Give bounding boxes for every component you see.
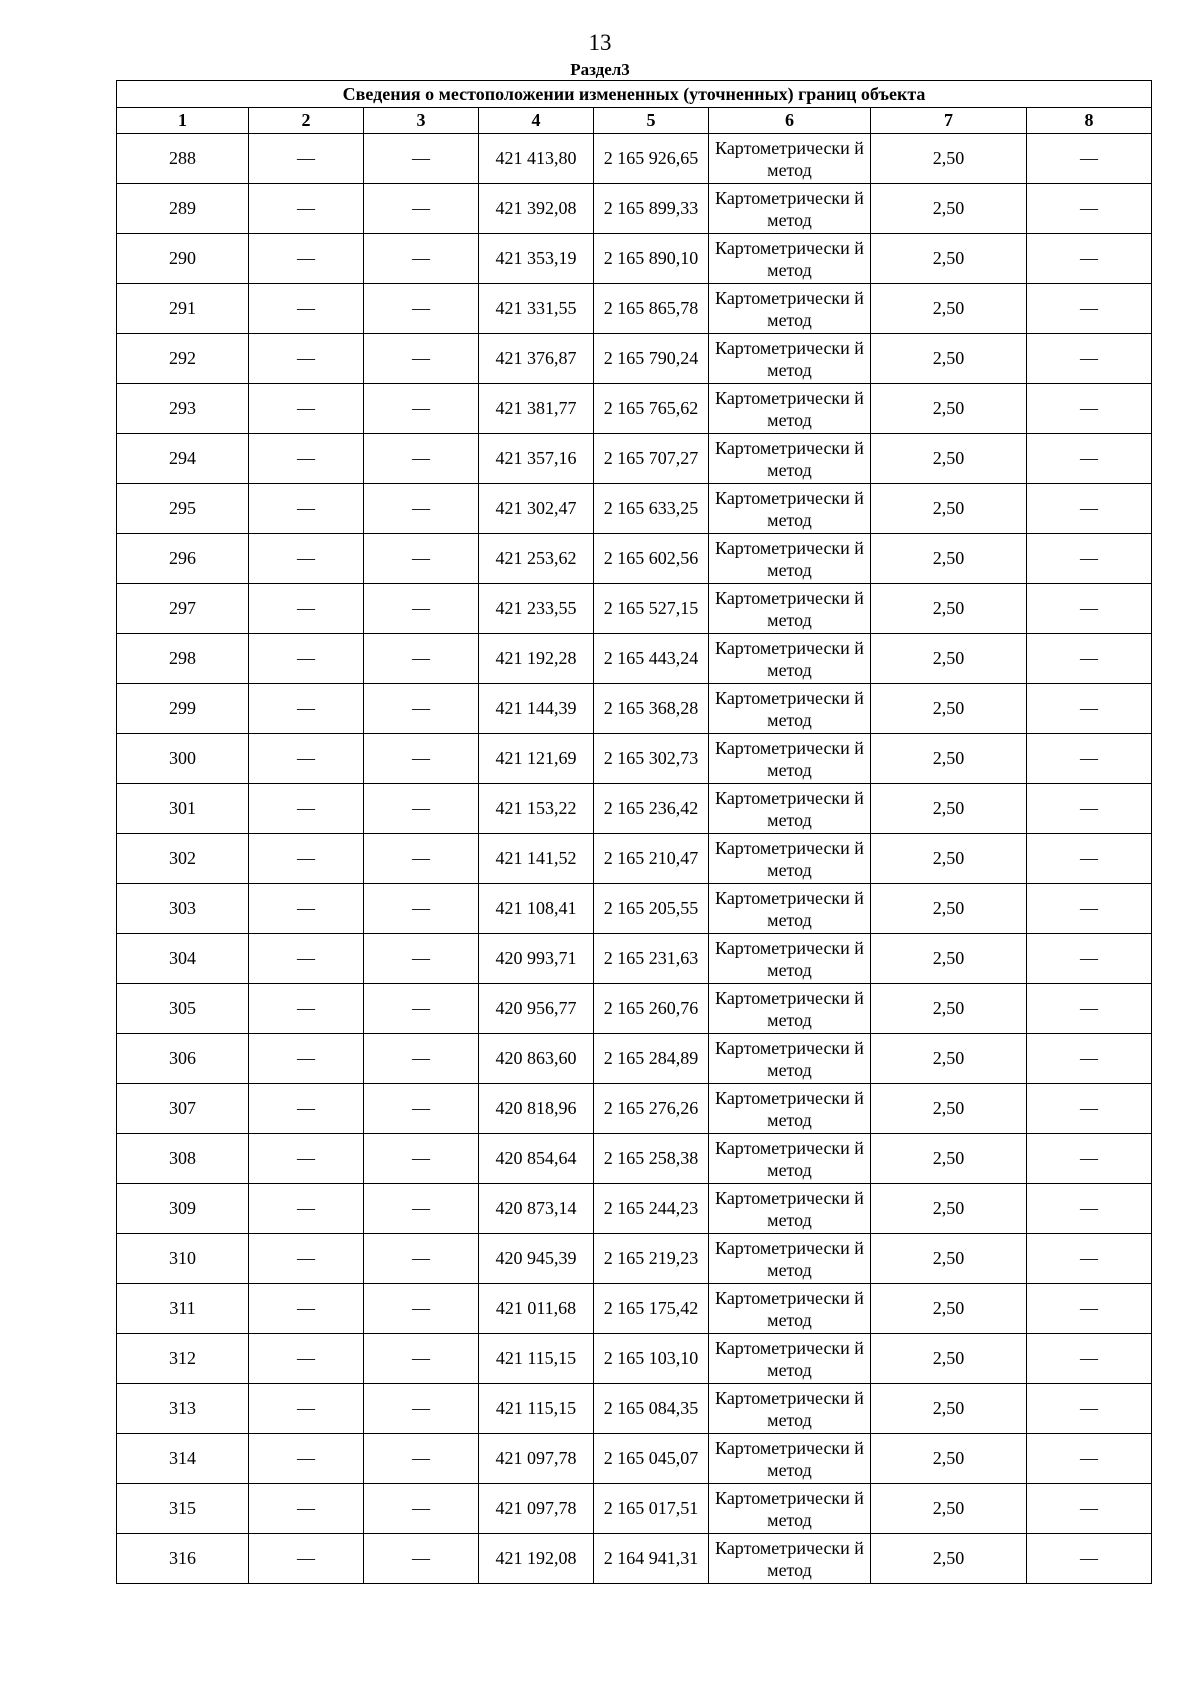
point-number-cell: 289: [117, 184, 249, 234]
method-cell: Картометрически й метод: [709, 1234, 871, 1284]
accuracy-cell: 2,50: [871, 284, 1027, 334]
table-row: [117, 634, 1152, 684]
y-coordinate-cell: 2 165 210,47: [594, 834, 709, 884]
accuracy-cell: 2,50: [871, 834, 1027, 884]
method-cell: Картометрически й метод: [709, 434, 871, 484]
col2-cell: —: [249, 334, 364, 384]
y-coordinate-cell: 2 165 926,65: [594, 134, 709, 184]
boundary-coordinates-table: [116, 80, 1152, 1584]
point-number-cell: 293: [117, 384, 249, 434]
method-cell: Картометрически й метод: [709, 384, 871, 434]
point-number-cell: 315: [117, 1484, 249, 1534]
col2-cell: —: [249, 1484, 364, 1534]
point-number-cell: 296: [117, 534, 249, 584]
col3-cell: —: [364, 984, 479, 1034]
table-row: [117, 234, 1152, 284]
y-coordinate-cell: 2 165 284,89: [594, 1034, 709, 1084]
y-coordinate-cell: 2 165 899,33: [594, 184, 709, 234]
x-coordinate-cell: 420 956,77: [479, 984, 594, 1034]
accuracy-cell: 2,50: [871, 1234, 1027, 1284]
y-coordinate-cell: 2 165 175,42: [594, 1284, 709, 1334]
col8-cell: —: [1027, 1384, 1152, 1434]
col8-cell: —: [1027, 234, 1152, 284]
col8-cell: —: [1027, 1084, 1152, 1134]
x-coordinate-cell: 421 192,28: [479, 634, 594, 684]
method-cell: Картометрически й метод: [709, 1434, 871, 1484]
col3-cell: —: [364, 1184, 479, 1234]
point-number-cell: 290: [117, 234, 249, 284]
col3-cell: —: [364, 1234, 479, 1284]
col2-cell: —: [249, 1084, 364, 1134]
col3-cell: —: [364, 1534, 479, 1584]
table-body: [117, 134, 1152, 1584]
col8-cell: —: [1027, 834, 1152, 884]
col3-cell: —: [364, 584, 479, 634]
point-number-cell: 292: [117, 334, 249, 384]
col3-cell: —: [364, 884, 479, 934]
accuracy-cell: 2,50: [871, 1184, 1027, 1234]
col2-cell: —: [249, 684, 364, 734]
method-cell: Картометрически й метод: [709, 684, 871, 734]
col2-cell: —: [249, 884, 364, 934]
x-coordinate-cell: 421 376,87: [479, 334, 594, 384]
col3-cell: —: [364, 1084, 479, 1134]
col3-cell: —: [364, 734, 479, 784]
accuracy-cell: 2,50: [871, 134, 1027, 184]
x-coordinate-cell: 421 233,55: [479, 584, 594, 634]
x-coordinate-cell: 421 357,16: [479, 434, 594, 484]
col8-cell: —: [1027, 484, 1152, 534]
col2-cell: —: [249, 434, 364, 484]
point-number-cell: 301: [117, 784, 249, 834]
accuracy-cell: 2,50: [871, 334, 1027, 384]
col2-cell: —: [249, 734, 364, 784]
accuracy-cell: 2,50: [871, 1534, 1027, 1584]
point-number-cell: 316: [117, 1534, 249, 1584]
col8-cell: —: [1027, 1534, 1152, 1584]
y-coordinate-cell: 2 165 302,73: [594, 734, 709, 784]
table-row: [117, 984, 1152, 1034]
y-coordinate-cell: 2 164 941,31: [594, 1534, 709, 1584]
col2-cell: —: [249, 484, 364, 534]
point-number-cell: 304: [117, 934, 249, 984]
col3-cell: —: [364, 384, 479, 434]
method-cell: Картометрически й метод: [709, 784, 871, 834]
col3-cell: —: [364, 234, 479, 284]
col3-cell: —: [364, 1484, 479, 1534]
point-number-cell: 298: [117, 634, 249, 684]
x-coordinate-cell: 421 381,77: [479, 384, 594, 434]
section-label: Раздел3: [570, 60, 630, 79]
x-coordinate-cell: 421 392,08: [479, 184, 594, 234]
col8-cell: —: [1027, 1184, 1152, 1234]
point-number-cell: 312: [117, 1334, 249, 1384]
col2-cell: —: [249, 284, 364, 334]
x-coordinate-cell: 420 945,39: [479, 1234, 594, 1284]
table-row: [117, 934, 1152, 984]
x-coordinate-cell: 421 353,19: [479, 234, 594, 284]
x-coordinate-cell: 421 413,80: [479, 134, 594, 184]
x-coordinate-cell: 421 253,62: [479, 534, 594, 584]
y-coordinate-cell: 2 165 790,24: [594, 334, 709, 384]
y-coordinate-cell: 2 165 890,10: [594, 234, 709, 284]
table-row: [117, 1384, 1152, 1434]
point-number-cell: 291: [117, 284, 249, 334]
col8-cell: —: [1027, 1334, 1152, 1384]
y-coordinate-cell: 2 165 219,23: [594, 1234, 709, 1284]
method-cell: Картометрически й метод: [709, 984, 871, 1034]
y-coordinate-cell: 2 165 765,62: [594, 384, 709, 434]
col3-cell: —: [364, 434, 479, 484]
method-cell: Картометрически й метод: [709, 734, 871, 784]
col2-cell: —: [249, 1534, 364, 1584]
col8-cell: —: [1027, 1134, 1152, 1184]
y-coordinate-cell: 2 165 707,27: [594, 434, 709, 484]
col3-cell: —: [364, 1384, 479, 1434]
accuracy-cell: 2,50: [871, 1084, 1027, 1134]
method-cell: Картометрически й метод: [709, 1484, 871, 1534]
method-cell: Картометрически й метод: [709, 934, 871, 984]
table-row: [117, 284, 1152, 334]
table-row: [117, 584, 1152, 634]
col3-cell: —: [364, 834, 479, 884]
col8-cell: —: [1027, 734, 1152, 784]
y-coordinate-cell: 2 165 103,10: [594, 1334, 709, 1384]
method-cell: Картометрически й метод: [709, 484, 871, 534]
x-coordinate-cell: 421 144,39: [479, 684, 594, 734]
point-number-cell: 306: [117, 1034, 249, 1084]
accuracy-cell: 2,50: [871, 1384, 1027, 1434]
col8-cell: —: [1027, 684, 1152, 734]
col8-cell: —: [1027, 434, 1152, 484]
col3-cell: —: [364, 784, 479, 834]
point-number-cell: 288: [117, 134, 249, 184]
y-coordinate-cell: 2 165 260,76: [594, 984, 709, 1034]
y-coordinate-cell: 2 165 244,23: [594, 1184, 709, 1234]
point-number-cell: 294: [117, 434, 249, 484]
col8-cell: —: [1027, 1034, 1152, 1084]
table-row: [117, 1084, 1152, 1134]
col2-cell: —: [249, 1234, 364, 1284]
y-coordinate-cell: 2 165 276,26: [594, 1084, 709, 1134]
y-coordinate-cell: 2 165 258,38: [594, 1134, 709, 1184]
col3-cell: —: [364, 1284, 479, 1334]
page-number: 13: [588, 30, 612, 55]
column-header: 2: [249, 108, 364, 134]
column-header: 4: [479, 108, 594, 134]
col8-cell: —: [1027, 184, 1152, 234]
y-coordinate-cell: 2 165 443,24: [594, 634, 709, 684]
x-coordinate-cell: 421 115,15: [479, 1384, 594, 1434]
accuracy-cell: 2,50: [871, 1284, 1027, 1334]
col2-cell: —: [249, 584, 364, 634]
method-cell: Картометрически й метод: [709, 584, 871, 634]
col2-cell: —: [249, 1434, 364, 1484]
method-cell: Картометрически й метод: [709, 884, 871, 934]
column-header: 1: [117, 108, 249, 134]
method-cell: Картометрически й метод: [709, 1334, 871, 1384]
point-number-cell: 300: [117, 734, 249, 784]
point-number-cell: 311: [117, 1284, 249, 1334]
accuracy-cell: 2,50: [871, 484, 1027, 534]
column-header: 3: [364, 108, 479, 134]
point-number-cell: 297: [117, 584, 249, 634]
column-header: 8: [1027, 108, 1152, 134]
column-header: 6: [709, 108, 871, 134]
table-row: [117, 434, 1152, 484]
y-coordinate-cell: 2 165 084,35: [594, 1384, 709, 1434]
table-row: [117, 134, 1152, 184]
table-row: [117, 1134, 1152, 1184]
method-cell: Картометрически й метод: [709, 1534, 871, 1584]
col3-cell: —: [364, 934, 479, 984]
method-cell: Картометрически й метод: [709, 184, 871, 234]
method-cell: Картометрически й метод: [709, 534, 871, 584]
col8-cell: —: [1027, 884, 1152, 934]
accuracy-cell: 2,50: [871, 434, 1027, 484]
method-cell: Картометрически й метод: [709, 284, 871, 334]
col2-cell: —: [249, 184, 364, 234]
col8-cell: —: [1027, 334, 1152, 384]
point-number-cell: 303: [117, 884, 249, 934]
accuracy-cell: 2,50: [871, 984, 1027, 1034]
col3-cell: —: [364, 534, 479, 584]
method-cell: Картометрически й метод: [709, 1134, 871, 1184]
column-number-row: [117, 108, 1152, 134]
table-row: [117, 1334, 1152, 1384]
col8-cell: —: [1027, 1484, 1152, 1534]
col8-cell: —: [1027, 584, 1152, 634]
col2-cell: —: [249, 834, 364, 884]
x-coordinate-cell: 421 153,22: [479, 784, 594, 834]
accuracy-cell: 2,50: [871, 1484, 1027, 1534]
x-coordinate-cell: 421 302,47: [479, 484, 594, 534]
col2-cell: —: [249, 1184, 364, 1234]
x-coordinate-cell: 421 108,41: [479, 884, 594, 934]
x-coordinate-cell: 420 818,96: [479, 1084, 594, 1134]
col2-cell: —: [249, 1384, 364, 1434]
method-cell: Картометрически й метод: [709, 234, 871, 284]
table-row: [117, 484, 1152, 534]
col2-cell: —: [249, 1034, 364, 1084]
table-row: [117, 184, 1152, 234]
col2-cell: —: [249, 934, 364, 984]
col2-cell: —: [249, 1334, 364, 1384]
col8-cell: —: [1027, 784, 1152, 834]
accuracy-cell: 2,50: [871, 184, 1027, 234]
accuracy-cell: 2,50: [871, 1134, 1027, 1184]
point-number-cell: 310: [117, 1234, 249, 1284]
x-coordinate-cell: 420 863,60: [479, 1034, 594, 1084]
accuracy-cell: 2,50: [871, 1434, 1027, 1484]
x-coordinate-cell: 421 097,78: [479, 1434, 594, 1484]
point-number-cell: 295: [117, 484, 249, 534]
y-coordinate-cell: 2 165 017,51: [594, 1484, 709, 1534]
accuracy-cell: 2,50: [871, 1034, 1027, 1084]
y-coordinate-cell: 2 165 368,28: [594, 684, 709, 734]
col3-cell: —: [364, 484, 479, 534]
table-row: [117, 1534, 1152, 1584]
table-caption: Сведения о местоположении измененных (уточненных) границ объекта: [117, 81, 1152, 108]
x-coordinate-cell: 421 011,68: [479, 1284, 594, 1334]
col3-cell: —: [364, 284, 479, 334]
point-number-cell: 308: [117, 1134, 249, 1184]
x-coordinate-cell: 421 097,78: [479, 1484, 594, 1534]
col3-cell: —: [364, 1134, 479, 1184]
point-number-cell: 314: [117, 1434, 249, 1484]
col3-cell: —: [364, 1034, 479, 1084]
accuracy-cell: 2,50: [871, 1334, 1027, 1384]
x-coordinate-cell: 421 115,15: [479, 1334, 594, 1384]
accuracy-cell: 2,50: [871, 734, 1027, 784]
point-number-cell: 307: [117, 1084, 249, 1134]
y-coordinate-cell: 2 165 602,56: [594, 534, 709, 584]
col3-cell: —: [364, 334, 479, 384]
table-row: [117, 1484, 1152, 1534]
col8-cell: —: [1027, 934, 1152, 984]
accuracy-cell: 2,50: [871, 234, 1027, 284]
point-number-cell: 299: [117, 684, 249, 734]
col2-cell: —: [249, 1284, 364, 1334]
col3-cell: —: [364, 134, 479, 184]
point-number-cell: 313: [117, 1384, 249, 1434]
x-coordinate-cell: 421 331,55: [479, 284, 594, 334]
col8-cell: —: [1027, 1284, 1152, 1334]
col2-cell: —: [249, 534, 364, 584]
table-row: [117, 1234, 1152, 1284]
table-row: [117, 734, 1152, 784]
col8-cell: —: [1027, 1234, 1152, 1284]
method-cell: Картометрически й метод: [709, 834, 871, 884]
table-row: [117, 884, 1152, 934]
y-coordinate-cell: 2 165 865,78: [594, 284, 709, 334]
point-number-cell: 305: [117, 984, 249, 1034]
method-cell: Картометрически й метод: [709, 634, 871, 684]
x-coordinate-cell: 421 141,52: [479, 834, 594, 884]
col2-cell: —: [249, 984, 364, 1034]
method-cell: Картометрически й метод: [709, 1284, 871, 1334]
x-coordinate-cell: 421 192,08: [479, 1534, 594, 1584]
y-coordinate-cell: 2 165 633,25: [594, 484, 709, 534]
y-coordinate-cell: 2 165 045,07: [594, 1434, 709, 1484]
method-cell: Картометрически й метод: [709, 1384, 871, 1434]
y-coordinate-cell: 2 165 205,55: [594, 884, 709, 934]
method-cell: Картометрически й метод: [709, 1184, 871, 1234]
col3-cell: —: [364, 1334, 479, 1384]
table-row: [117, 1434, 1152, 1484]
method-cell: Картометрически й метод: [709, 334, 871, 384]
table-row: [117, 684, 1152, 734]
col8-cell: —: [1027, 634, 1152, 684]
col2-cell: —: [249, 784, 364, 834]
col2-cell: —: [249, 384, 364, 434]
col8-cell: —: [1027, 984, 1152, 1034]
col8-cell: —: [1027, 534, 1152, 584]
accuracy-cell: 2,50: [871, 784, 1027, 834]
column-header: 7: [871, 108, 1027, 134]
accuracy-cell: 2,50: [871, 884, 1027, 934]
x-coordinate-cell: 420 993,71: [479, 934, 594, 984]
y-coordinate-cell: 2 165 527,15: [594, 584, 709, 634]
table-row: [117, 834, 1152, 884]
col2-cell: —: [249, 634, 364, 684]
table-row: [117, 1284, 1152, 1334]
table-row: [117, 534, 1152, 584]
accuracy-cell: 2,50: [871, 934, 1027, 984]
col8-cell: —: [1027, 134, 1152, 184]
column-header: 5: [594, 108, 709, 134]
col8-cell: —: [1027, 1434, 1152, 1484]
col3-cell: —: [364, 184, 479, 234]
col2-cell: —: [249, 1134, 364, 1184]
table-row: [117, 1184, 1152, 1234]
point-number-cell: 302: [117, 834, 249, 884]
col3-cell: —: [364, 1434, 479, 1484]
x-coordinate-cell: 420 873,14: [479, 1184, 594, 1234]
table-row: [117, 784, 1152, 834]
method-cell: Картометрически й метод: [709, 134, 871, 184]
accuracy-cell: 2,50: [871, 534, 1027, 584]
col2-cell: —: [249, 134, 364, 184]
col8-cell: —: [1027, 384, 1152, 434]
x-coordinate-cell: 421 121,69: [479, 734, 594, 784]
accuracy-cell: 2,50: [871, 584, 1027, 634]
accuracy-cell: 2,50: [871, 384, 1027, 434]
col8-cell: —: [1027, 284, 1152, 334]
accuracy-cell: 2,50: [871, 634, 1027, 684]
method-cell: Картометрически й метод: [709, 1034, 871, 1084]
col2-cell: —: [249, 234, 364, 284]
x-coordinate-cell: 420 854,64: [479, 1134, 594, 1184]
table-row: [117, 384, 1152, 434]
table-row: [117, 334, 1152, 384]
y-coordinate-cell: 2 165 231,63: [594, 934, 709, 984]
table-row: [117, 1034, 1152, 1084]
y-coordinate-cell: 2 165 236,42: [594, 784, 709, 834]
point-number-cell: 309: [117, 1184, 249, 1234]
accuracy-cell: 2,50: [871, 684, 1027, 734]
col3-cell: —: [364, 634, 479, 684]
col3-cell: —: [364, 684, 479, 734]
method-cell: Картометрически й метод: [709, 1084, 871, 1134]
